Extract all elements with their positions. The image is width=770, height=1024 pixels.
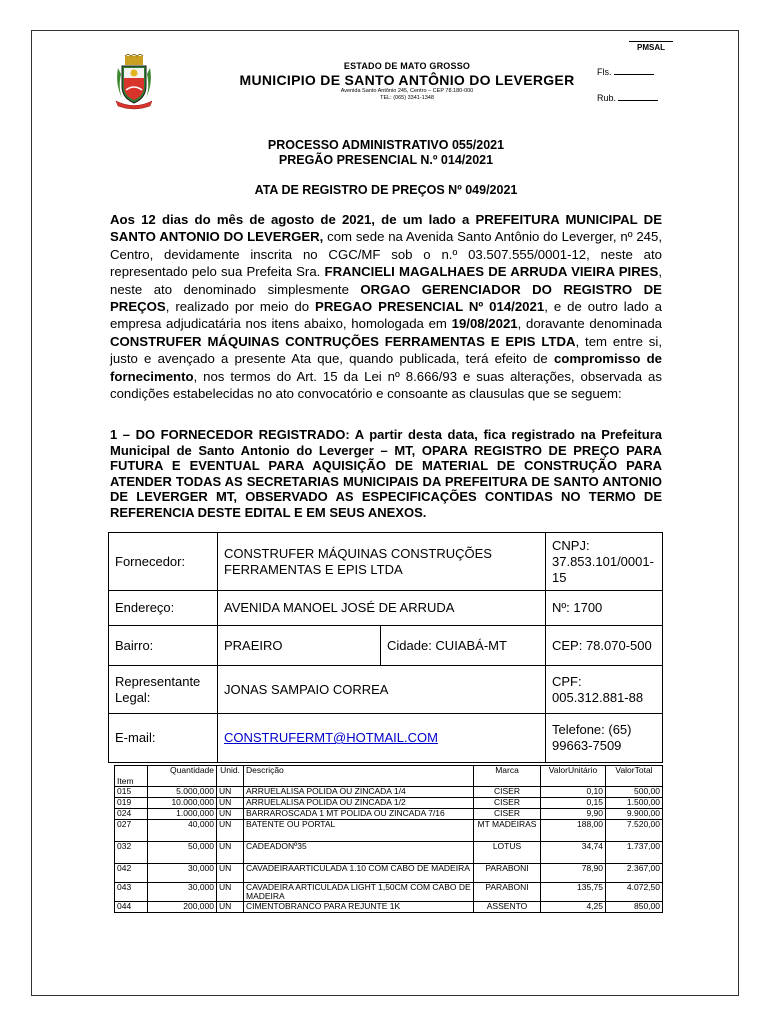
item-unit-price: 135,75 — [541, 883, 606, 902]
col-unid: Unid. — [217, 766, 244, 787]
item-unit: UN — [217, 842, 244, 864]
item-brand: MT MADEIRAS — [474, 820, 541, 842]
item-unit-price: 188,00 — [541, 820, 606, 842]
item-unit: UN — [217, 902, 244, 913]
table-row — [115, 798, 663, 809]
table-row — [115, 809, 663, 820]
representante-label: Representante Legal: — [109, 666, 218, 714]
pregao-title: PREGÃO PRESENCIAL N.º 014/2021 — [278, 153, 494, 167]
item-unit: UN — [217, 864, 244, 883]
municipal-coat-of-arms-icon — [112, 54, 156, 110]
bairro-label: Bairro: — [109, 626, 218, 666]
item-unit: UN — [217, 787, 244, 798]
item-description: ARRUELALISA POLIDA OU ZINCADA 1/2 — [244, 798, 474, 809]
phone-line: TEL: (065) 3341-1348 — [380, 95, 434, 101]
orgao-gerenciador: ORGAO GERENCIADOR DO REGISTRO DE PREÇOS — [110, 281, 662, 315]
item-total-price: 2.367,00 — [606, 864, 663, 883]
item-description: CIMENTOBRANCO PARA REJUNTE 1K — [244, 902, 474, 913]
telefone-value: Telefone: (65) 99663-7509 — [546, 714, 663, 763]
body-text: , neste ato denominado simplesmente — [110, 264, 662, 297]
fls-field — [597, 67, 654, 77]
item-unit: UN — [217, 798, 244, 809]
item-number: 015 — [115, 787, 148, 798]
item-unit-price: 78,90 — [541, 864, 606, 883]
items-table — [114, 765, 663, 913]
item-description: BARRAROSCADA 1 MT POLIDA OU ZINCADA 7/16 — [244, 809, 474, 820]
item-brand: CISER — [474, 809, 541, 820]
col-marca: Marca — [474, 766, 541, 787]
item-unit-price: 9,90 — [541, 809, 606, 820]
item-quantity: 1.000,000 — [148, 809, 217, 820]
body-text: , nos termos do Art. 15 da Lei nº 8.666/93 e suas alterações, observada as condições estabelecidas no ato convocatório e consoante as clausulas que se seguem: — [110, 368, 662, 402]
col-item: Item — [115, 766, 148, 787]
item-total-price: 7.520,00 — [606, 820, 663, 842]
item-brand: PARABONI — [474, 864, 541, 883]
item-brand: PARABONI — [474, 883, 541, 902]
col-quantidade: Quantidade — [148, 766, 217, 787]
homologation-date: 19/08/2021 — [451, 316, 518, 332]
item-brand: LOTUS — [474, 842, 541, 864]
pmsal-stamp: PMSAL — [629, 41, 673, 52]
address-line: Avenida Santo Antônio 245, Centro – CEP 78.180-000 — [340, 88, 474, 94]
table-row — [115, 787, 663, 798]
fls-label: Fls. — [597, 67, 612, 77]
items-table-header — [115, 766, 663, 787]
item-unit-price: 0,15 — [541, 798, 606, 809]
item-total-price: 1.737,00 — [606, 842, 663, 864]
item-total-price: 500,00 — [606, 787, 663, 798]
body-text: com sede na Avenida Santo Antônio do Leverger, nº 245, Centro, devidamente inscrita no CGC/MF sob o n.º 03.507.555/0001-12, neste ato representado pelo sua Prefeita Sra. — [110, 229, 662, 280]
body-text: , e de outro lado a empresa adjudicatária nos itens abaixo, homologada em — [110, 299, 663, 332]
item-brand: CISER — [474, 787, 541, 798]
item-quantity: 10.000,000 — [148, 798, 217, 809]
body-text: , tem entre si, justo e avençado a presente Ata que, quando publicada, terá efeito de — [110, 333, 662, 367]
representante-value: JONAS SAMPAIO CORREA — [218, 666, 546, 714]
body-text: , realizado por meio do — [165, 299, 316, 315]
table-row — [115, 842, 663, 864]
item-number: 042 — [115, 864, 148, 883]
item-unit-price: 34,74 — [541, 842, 606, 864]
item-number: 019 — [115, 798, 148, 809]
endereco-label: Endereço: — [109, 591, 218, 626]
item-total-price: 1.500,00 — [606, 798, 663, 809]
col-valor-unitario: ValorUnitário — [541, 766, 606, 787]
table-row — [115, 864, 663, 883]
cep-value: CEP: 78.070-500 — [546, 626, 663, 666]
ata-body-text — [110, 211, 662, 402]
item-brand: ASSENTO — [474, 902, 541, 913]
company-name: CONSTRUFER MÁQUINAS CONTRUÇÕES FERRAMENTAS E EPIS LTDA — [110, 333, 576, 349]
intro-text: Aos 12 dias do mês de agosto de 2021, de um lado a PREFEITURA MUNICIPAL DE SANTO ANTONIO DO LEVERGER, — [110, 212, 662, 245]
rub-label: Rub. — [597, 93, 617, 103]
item-quantity: 30,000 — [148, 883, 217, 902]
item-number: 032 — [115, 842, 148, 864]
compromisso-text: compromisso de fornecimento — [110, 351, 662, 384]
item-description: BATENTE OU PORTAL — [244, 820, 474, 842]
item-unit-price: 4,25 — [541, 902, 606, 913]
item-quantity: 40,000 — [148, 820, 217, 842]
body-text: , doravante denominada — [517, 316, 662, 332]
item-number: 043 — [115, 883, 148, 902]
item-unit-price: 0,10 — [541, 787, 606, 798]
item-total-price: 850,00 — [606, 902, 663, 913]
numero-value: Nº: 1700 — [546, 591, 663, 626]
state-name: ESTADO DE MATO GROSSO — [343, 61, 471, 71]
item-quantity: 5.000,000 — [148, 787, 217, 798]
processo-title: PROCESSO ADMINISTRATIVO 055/2021 — [267, 138, 505, 152]
rub-field — [597, 93, 658, 103]
letterhead — [217, 58, 597, 102]
pregao-ref: PREGAO PRESENCIAL Nº 014/2021 — [315, 299, 545, 315]
process-titles — [32, 138, 740, 168]
item-unit: UN — [217, 809, 244, 820]
cnpj-value: CNPJ: 37.853.101/0001-15 — [546, 533, 663, 591]
item-brand: CISER — [474, 798, 541, 809]
municipality-name: MUNICIPIO DE SANTO ANTÔNIO DO LEVERGER — [239, 72, 575, 88]
item-description: ARRUELALISA POLIDA OU ZINCADA 1/4 — [244, 787, 474, 798]
item-number: 044 — [115, 902, 148, 913]
item-unit: UN — [217, 883, 244, 902]
document-page — [31, 30, 739, 996]
table-row — [115, 820, 663, 842]
col-valor-total: ValorTotal — [606, 766, 663, 787]
item-number: 027 — [115, 820, 148, 842]
supplier-table — [108, 532, 663, 763]
item-description: CAVADEIRA ARTICULADA LIGHT 1,50CM COM CABO DE MADEIRA — [244, 883, 474, 902]
item-number: 024 — [115, 809, 148, 820]
item-total-price: 4.072,50 — [606, 883, 663, 902]
ata-title: ATA DE REGISTRO DE PREÇOS Nº 049/2021 — [254, 183, 518, 197]
item-quantity: 30,000 — [148, 864, 217, 883]
email-label: E-mail: — [109, 714, 218, 763]
item-quantity: 50,000 — [148, 842, 217, 864]
item-total-price: 9.900,00 — [606, 809, 663, 820]
table-row — [115, 883, 663, 902]
bairro-value: PRAEIRO — [218, 626, 381, 666]
table-row — [115, 902, 663, 913]
item-description: CADEADONº35 — [244, 842, 474, 864]
email-link[interactable]: CONSTRUFERMT@HOTMAIL.COM — [224, 730, 438, 745]
section-1-fornecedor: 1 – DO FORNECEDOR REGISTRADO: A partir desta data, fica registrado na Prefeitura Municipal de Santo Antonio do Leverger – MT, OPARA REGISTRO DE PREÇO PARA FUTURA E EVENTUAL PARA AQUISIÇÃO DE MATERIAL DE CONSTRUÇÃO PARA ATENDER TODAS AS SECRETARIAS MUNICIPAIS DA PREFEITURA DE SANTO ANTONIO DE LEVERGER MT, OBSERVADO AS ESPECIFICAÇÕES CONTIDAS NO TERMO DE REFERENCIA DESTE EDITAL E EM SEUS ANEXOS. — [110, 427, 662, 520]
item-description: CAVADEIRAARTICULADA 1.10 COM CABO DE MADEIRA — [244, 864, 474, 883]
item-unit: UN — [217, 820, 244, 842]
fornecedor-label: Fornecedor: — [109, 533, 218, 591]
fornecedor-value: CONSTRUFER MÁQUINAS CONSTRUÇÕES FERRAMENTAS E EPIS LTDA — [218, 533, 546, 591]
cpf-value: CPF: 005.312.881-88 — [546, 666, 663, 714]
mayor-name: FRANCIELI MAGALHAES DE ARRUDA VIEIRA PIRES — [324, 264, 659, 280]
col-descricao: Descrição — [244, 766, 474, 787]
endereco-value: AVENIDA MANOEL JOSÉ DE ARRUDA — [218, 591, 546, 626]
item-quantity: 200,000 — [148, 902, 217, 913]
cidade-value: Cidade: CUIABÁ-MT — [381, 626, 546, 666]
